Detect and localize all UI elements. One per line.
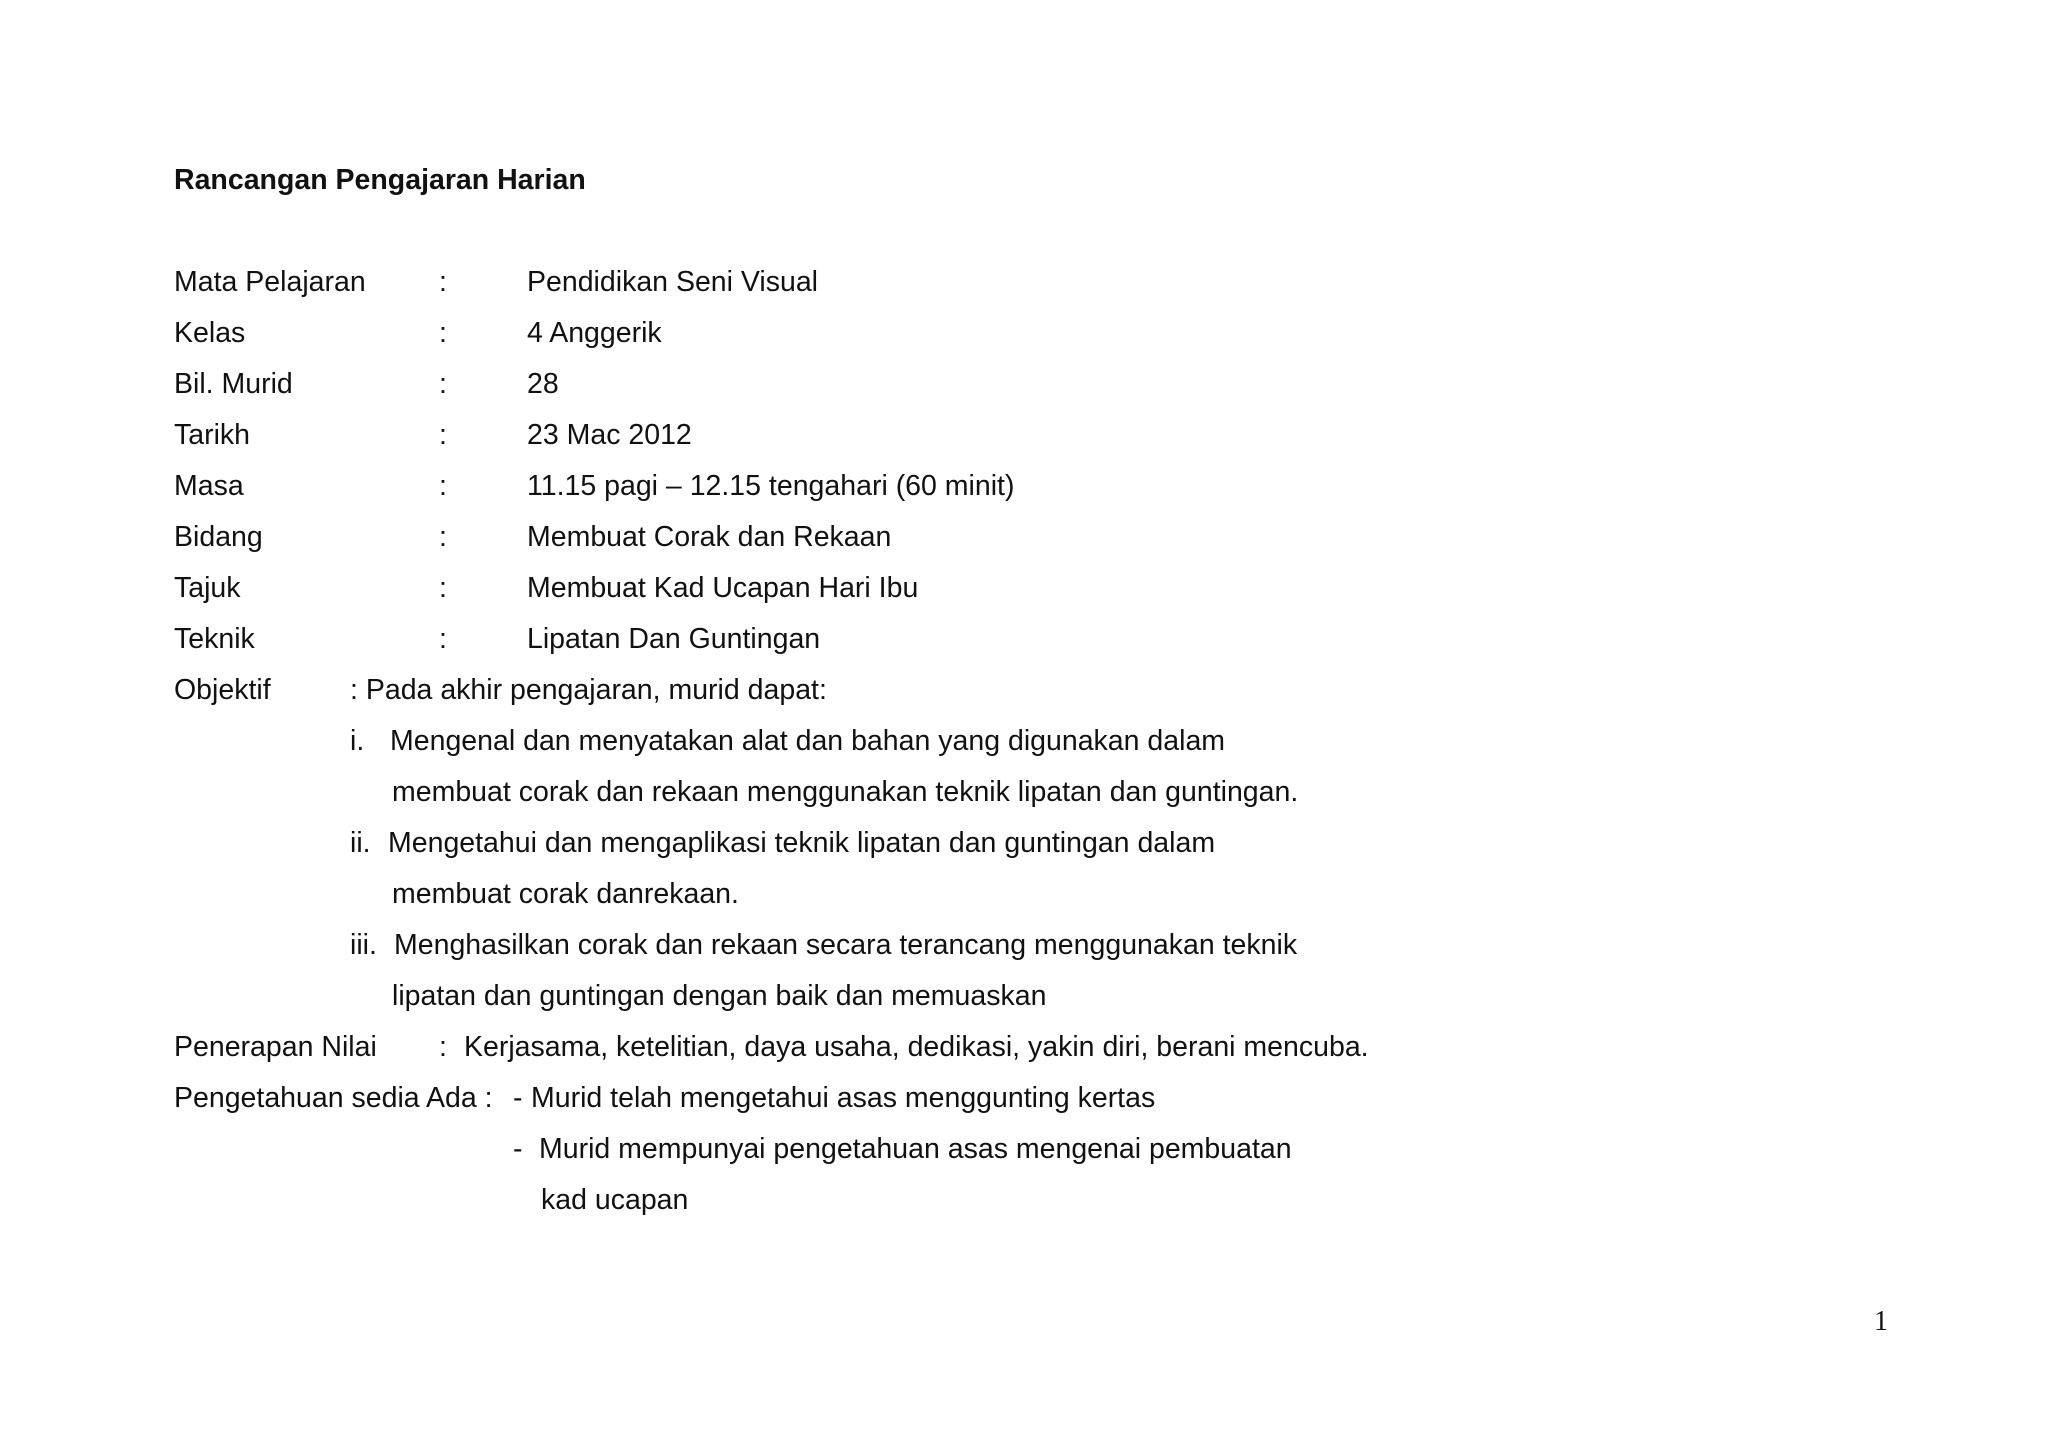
objektif-item-text: Mengetahui dan mengaplikasi teknik lipatan dan guntingan dalam (388, 827, 1216, 859)
pengetahuan-item-text: Murid mempunyai pengetahuan asas mengenai pembuatan (539, 1133, 1292, 1165)
detail-label: Tajuk (174, 572, 241, 604)
detail-separator: : (439, 317, 447, 349)
detail-value: Pendidikan Seni Visual (527, 266, 819, 298)
detail-separator: : (439, 521, 447, 553)
nilai-label: Penerapan Nilai (174, 1031, 377, 1063)
detail-separator: : (439, 623, 447, 655)
detail-value: Membuat Kad Ucapan Hari Ibu (527, 572, 919, 604)
detail-separator: : (439, 470, 447, 502)
detail-label: Kelas (174, 317, 246, 349)
document-title: Rancangan Pengajaran Harian (174, 164, 586, 196)
detail-value: 11.15 pagi – 12.15 tengahari (60 minit) (527, 470, 1015, 502)
detail-value: 4 Anggerik (527, 317, 662, 349)
objektif-label: Objektif (174, 674, 271, 706)
pengetahuan-item-marker: - (513, 1082, 523, 1114)
detail-separator: : (439, 419, 447, 451)
objektif-item-text: Menghasilkan corak dan rekaan secara terancang menggunakan teknik (394, 929, 1298, 961)
detail-label: Bil. Murid (174, 368, 293, 400)
pengetahuan-label: Pengetahuan sedia Ada : (174, 1082, 493, 1114)
pengetahuan-item-marker: - (513, 1133, 523, 1165)
detail-label: Masa (174, 470, 244, 502)
objektif-item-text: lipatan dan guntingan dengan baik dan memuaskan (392, 980, 1047, 1012)
objektif-item-marker: ii. (350, 827, 371, 859)
objektif-item-marker: i. (350, 725, 365, 757)
detail-label: Bidang (174, 521, 263, 553)
detail-value: Membuat Corak dan Rekaan (527, 521, 892, 553)
detail-label: Teknik (174, 623, 255, 655)
detail-value: Lipatan Dan Guntingan (527, 623, 821, 655)
detail-value: 23 Mac 2012 (527, 419, 692, 451)
detail-value: 28 (527, 368, 559, 400)
objektif-intro: : Pada akhir pengajaran, murid dapat: (350, 674, 827, 706)
nilai-value: Kerjasama, ketelitian, daya usaha, dedikasi, yakin diri, berani mencuba. (464, 1031, 1369, 1063)
detail-separator: : (439, 266, 447, 298)
pengetahuan-item-text: Murid telah mengetahui asas menggunting kertas (531, 1082, 1156, 1114)
detail-label: Mata Pelajaran (174, 266, 366, 298)
page-number: 1 (1874, 1306, 1888, 1337)
pengetahuan-item-text: kad ucapan (541, 1184, 689, 1216)
detail-label: Tarikh (174, 419, 251, 451)
objektif-item-text: membuat corak danrekaan. (392, 878, 739, 910)
detail-separator: : (439, 368, 447, 400)
objektif-item-text: membuat corak dan rekaan menggunakan teknik lipatan dan guntingan. (392, 776, 1299, 808)
detail-separator: : (439, 572, 447, 604)
nilai-separator: : (439, 1031, 447, 1063)
objektif-item-text: Mengenal dan menyatakan alat dan bahan yang digunakan dalam (390, 725, 1226, 757)
objektif-item-marker: iii. (350, 929, 377, 961)
